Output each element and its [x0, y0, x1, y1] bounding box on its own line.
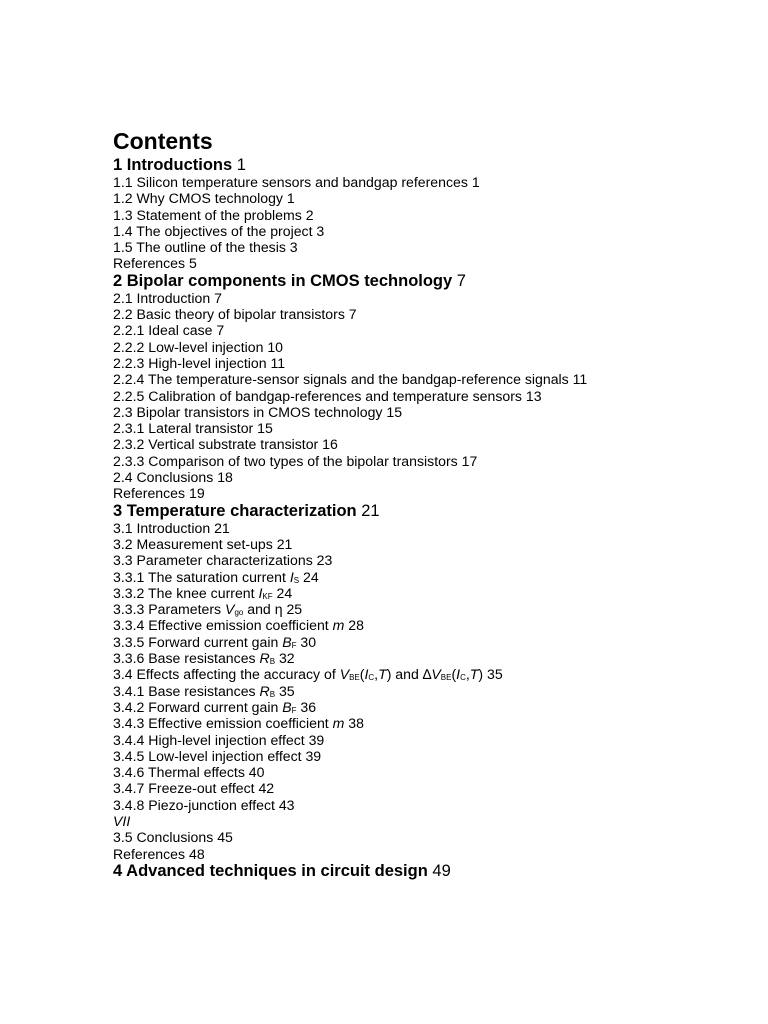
toc-entry [113, 485, 753, 501]
toc-entry [113, 322, 753, 338]
italic-symbol: I [258, 584, 263, 601]
chapter-page-number: 21 [356, 501, 380, 520]
entry-text: 38 [344, 715, 364, 732]
italic-symbol: I [364, 666, 369, 683]
entry-text: 3.3.6 Base resistances [113, 650, 260, 667]
toc-entry [113, 780, 753, 796]
entry-text: 3.4.6 Thermal effects 40 [113, 764, 265, 781]
entry-text: 30 [296, 633, 317, 650]
entry-text: 3.3.3 Parameters [113, 601, 226, 618]
subscript-text: F [291, 640, 297, 650]
entry-text: 3.3.4 Effective emission coefficient [113, 617, 333, 634]
entry-text: 35 [275, 682, 295, 699]
toc-entry [113, 683, 753, 699]
toc-entry [113, 748, 753, 764]
toc-entry [113, 617, 753, 633]
entry-text: 28 [344, 617, 364, 634]
entry-text: 3.4.1 Base resistances [113, 682, 260, 699]
entry-text: , [374, 666, 379, 683]
chapter-label: 4 Advanced techniques in circuit design [113, 861, 428, 880]
italic-symbol: V [339, 666, 350, 683]
italic-symbol: I [456, 666, 461, 683]
entry-text: 24 [272, 584, 293, 601]
chapter-page-number: 7 [452, 271, 466, 290]
entry-text: 3.5 Conclusions 45 [113, 829, 233, 846]
italic-symbol: B [282, 698, 292, 715]
entry-text: 1.3 Statement of the problems 2 [113, 206, 314, 223]
entry-text: 3.3 Parameter characterizations 23 [113, 552, 333, 569]
toc-entry [113, 520, 753, 536]
entry-text: and η 25 [243, 601, 303, 618]
entry-text: 3.4.8 Piezo-junction effect 43 [113, 796, 295, 813]
entry-text: 3.4 Effects affecting the accuracy of [113, 666, 340, 683]
toc-entry [113, 420, 753, 436]
entry-text: 1.5 The outline of the thesis 3 [113, 239, 298, 256]
toc-entry [113, 846, 753, 862]
entry-text: ) 35 [478, 666, 503, 683]
toc-entry [113, 536, 753, 552]
toc-entry [113, 306, 753, 322]
entry-text: 3.4.3 Effective emission coefficient [113, 715, 333, 732]
entry-text: 3.4.7 Freeze-out effect 42 [113, 780, 275, 797]
italic-symbol: V [225, 601, 235, 618]
page-title: Contents [113, 128, 213, 154]
italic-symbol: R [259, 682, 270, 699]
toc-entry [113, 371, 753, 387]
toc-entry [113, 634, 753, 650]
subscript-text: KF [262, 591, 273, 601]
entry-text: VII [113, 812, 131, 829]
entry-text: 1.4 The objectives of the project 3 [113, 222, 325, 239]
italic-symbol: m [332, 715, 345, 732]
italic-symbol: m [332, 617, 345, 634]
entry-text: References 5 [113, 255, 197, 272]
entry-text: 32 [275, 650, 295, 667]
subscript-text: C [460, 673, 466, 683]
toc-entry [113, 764, 753, 780]
toc-entry [113, 223, 753, 239]
toc-entry [113, 239, 753, 255]
entry-text: ) and ∆ [386, 666, 432, 683]
entry-text: 3.4.5 Low-level injection effect 39 [113, 747, 322, 764]
entry-text: 36 [296, 698, 317, 715]
italic-symbol: R [259, 650, 270, 667]
toc-entry [113, 601, 753, 617]
toc-entry [113, 829, 753, 845]
toc-entry [113, 436, 753, 452]
toc-entry [113, 552, 753, 568]
page-number [113, 813, 753, 829]
chapter-page-number: 1 [232, 156, 246, 174]
entry-text: References 19 [113, 485, 205, 502]
entry-text: 2.3.3 Comparison of two types of the bipolar transistors 17 [113, 452, 478, 469]
entry-text: 2.2.1 Ideal case 7 [113, 322, 225, 339]
toc-entry [113, 190, 753, 206]
subscript-text: BE [349, 673, 360, 683]
entry-text: ( [451, 666, 457, 683]
entry-text: 3.1 Introduction 21 [113, 519, 230, 536]
entry-text: 1.1 Silicon temperature sensors and bandgap references 1 [113, 174, 480, 190]
subscript-text: C [368, 673, 375, 683]
italic-symbol: T [469, 666, 479, 683]
toc-entry [113, 666, 753, 682]
chapter-page-number: 49 [427, 861, 451, 880]
italic-symbol: I [289, 568, 294, 585]
entry-text: 2.1 Introduction 7 [113, 289, 222, 306]
entry-text: 3.4.4 High-level injection effect 39 [113, 731, 325, 748]
entry-text: 2.2.3 High-level injection 11 [113, 354, 286, 371]
toc-entry [113, 339, 753, 355]
toc-entry-list [113, 156, 753, 880]
entry-text: 2.3.1 Lateral transistor 15 [113, 420, 273, 437]
entry-text: 24 [299, 568, 319, 585]
entry-text: 3.2 Measurement set-ups 21 [113, 535, 293, 552]
italic-symbol: V [431, 666, 441, 683]
entry-text: References 48 [113, 845, 205, 862]
entry-text: 3.3.1 The saturation current [113, 568, 290, 585]
toc-entry [113, 290, 753, 306]
subscript-text: F [291, 705, 297, 715]
entry-text: 2.2.4 The temperature-sensor signals and the bandgap-reference signals 11 [113, 371, 588, 388]
entry-text: 2.3.2 Vertical substrate transistor 16 [113, 436, 338, 453]
toc-entry [113, 699, 753, 715]
italic-symbol: B [282, 633, 292, 650]
toc-entry [113, 469, 753, 485]
toc-entry [113, 715, 753, 731]
chapter-label: 3 Temperature characterization [113, 501, 357, 520]
toc-entry [113, 797, 753, 813]
toc-chapter-heading [113, 862, 753, 880]
toc-entry [113, 569, 753, 585]
table-of-contents [113, 127, 753, 880]
entry-text: 2.2 Basic theory of bipolar transistors 7 [113, 306, 357, 323]
entry-text: 2.2.5 Calibration of bandgap-references and temperature sensors 13 [113, 387, 542, 404]
entry-text: 1.2 Why CMOS technology 1 [113, 190, 295, 207]
subscript-text: go [234, 608, 244, 618]
chapter-label: 1 Introductions [113, 156, 233, 174]
entry-text: , [465, 666, 470, 683]
toc-entry [113, 404, 753, 420]
entry-text: 3.3.5 Forward current gain [113, 633, 283, 650]
subscript-text: B [269, 657, 276, 667]
toc-chapter-heading [113, 272, 753, 290]
toc-entry [113, 732, 753, 748]
toc-entry [113, 388, 753, 404]
toc-chapter-heading [113, 156, 753, 174]
toc-chapter-heading [113, 502, 753, 520]
entry-text: ( [359, 666, 365, 683]
entry-text: 3.3.2 The knee current [113, 584, 259, 601]
toc-entry [113, 174, 753, 190]
toc-entry [113, 453, 753, 469]
chapter-label: 2 Bipolar components in CMOS technology [113, 271, 453, 290]
subscript-text: S [293, 575, 300, 585]
entry-text: 2.2.2 Low-level injection 10 [113, 338, 284, 355]
subscript-text: B [269, 689, 276, 699]
italic-symbol: T [378, 666, 387, 683]
entry-text: 2.3 Bipolar transistors in CMOS technology 15 [113, 403, 403, 420]
toc-entry [113, 585, 753, 601]
entry-text: 2.4 Conclusions 18 [113, 469, 233, 486]
subscript-text: BE [440, 673, 452, 683]
toc-entry [113, 650, 753, 666]
toc-entry [113, 255, 753, 271]
toc-entry [113, 355, 753, 371]
entry-text: 3.4.2 Forward current gain [113, 698, 283, 715]
toc-entry [113, 207, 753, 223]
